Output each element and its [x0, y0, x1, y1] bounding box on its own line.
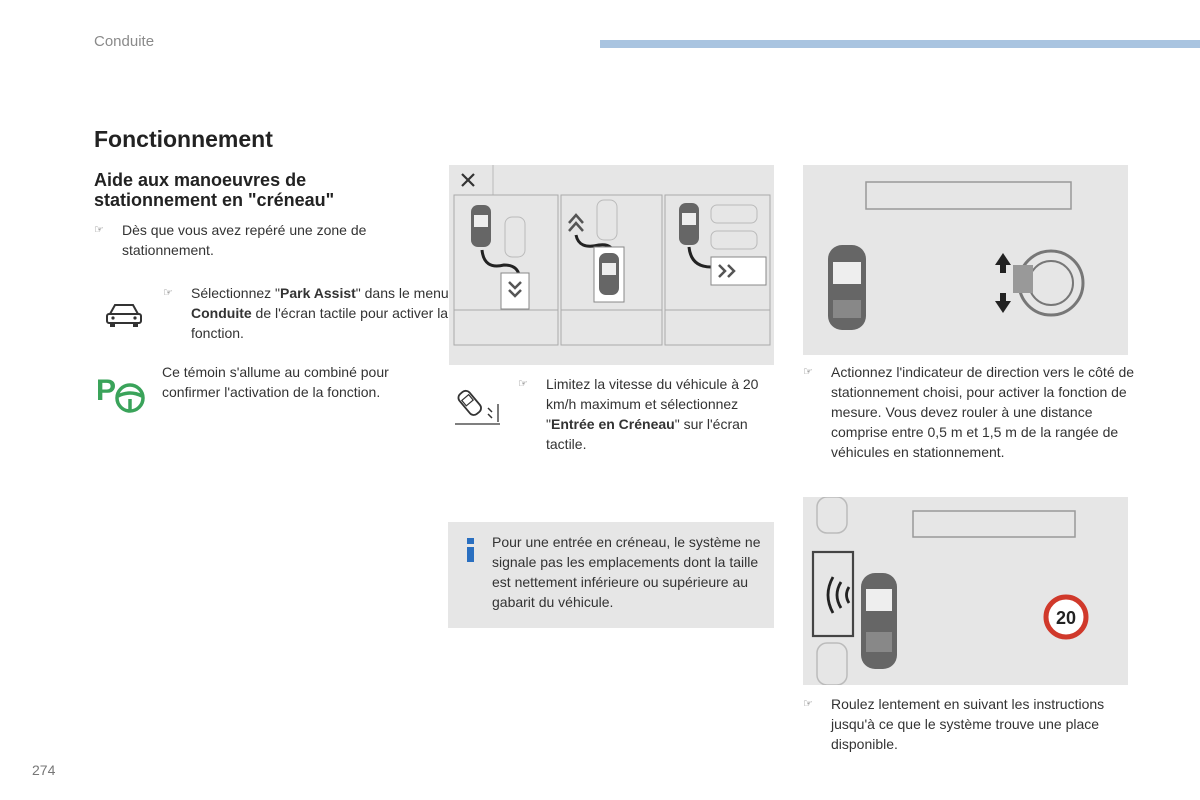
- parking-search-illustration: [803, 497, 1128, 685]
- turn-signal-illustration: [803, 165, 1128, 355]
- parking-mode-screen-illustration: [449, 165, 774, 365]
- speed-limit-sign-icon: [1046, 597, 1086, 637]
- page-title: Fonctionnement: [94, 126, 273, 152]
- park-assist-indicator-icon: [96, 372, 150, 421]
- running-header: Conduite: [94, 33, 155, 50]
- info-note-box: [448, 522, 774, 628]
- bullet-limit-speed: ☞ Limitez la vitesse du véhicule à 20 km/h maximum et sélectionnez "Entrée en Créneau" sur l'écran tactile.: [518, 376, 759, 452]
- hand-pointer-icon: ☞: [803, 366, 813, 378]
- bullet-spot-zone: ☞ Dès que vous avez repéré une zone de stationnement.: [94, 222, 367, 258]
- info-icon: [465, 538, 477, 562]
- hand-pointer-icon: ☞: [803, 698, 813, 710]
- steering-wheel-icon: [1013, 251, 1083, 315]
- section-subtitle: Aide aux manoeuvres de stationnement en "créneau": [94, 170, 335, 210]
- bullet-turn-signal: ☞ Actionnez l'indicateur de direction vers le côté de stationnement choisi, pour activer la fonction de mesure. Vous devez rouler à une distance comprise entre 0,5 m et 1,5 m de la rangée de véhicules en stationnement.: [803, 364, 1135, 460]
- tile-parallel-parking: [471, 205, 529, 309]
- tile-perpendicular-parking: [569, 200, 624, 302]
- bullet-select-park-assist: ☞ Sélectionnez "Park Assist" dans le menu Conduite de l'écran tactile pour activer la fonction.: [163, 285, 449, 341]
- bullet-drive-slowly: ☞ Roulez lentement en suivant les instructions jusqu'à ce que le système trouve une place disponible.: [803, 696, 1105, 752]
- hand-pointer-icon: ☞: [94, 224, 104, 236]
- parallel-entry-icon: [452, 384, 504, 433]
- car-icon: [861, 573, 897, 669]
- hand-pointer-icon: ☞: [163, 287, 173, 299]
- car-icon: [828, 245, 866, 330]
- header-accent-bar: [600, 40, 1200, 48]
- close-icon: [462, 174, 474, 186]
- tile-exit-parking: [679, 203, 766, 285]
- indicator-description: Ce témoin s'allume au combiné pour confirmer l'activation de la fonction.: [162, 364, 389, 400]
- car-menu-icon: [104, 298, 144, 335]
- sensor-waves-icon: [828, 577, 849, 613]
- svg-text:20: 20: [1055, 608, 1077, 628]
- svg-text:P: P: [96, 374, 117, 407]
- hand-pointer-icon: ☞: [518, 378, 528, 390]
- info-note-text: Pour une entrée en créneau, le système ne signale pas les emplacements dont la taille est nettement inférieure ou supérieure au gabarit du véhicule.: [492, 534, 761, 610]
- page-number: 274: [32, 762, 56, 778]
